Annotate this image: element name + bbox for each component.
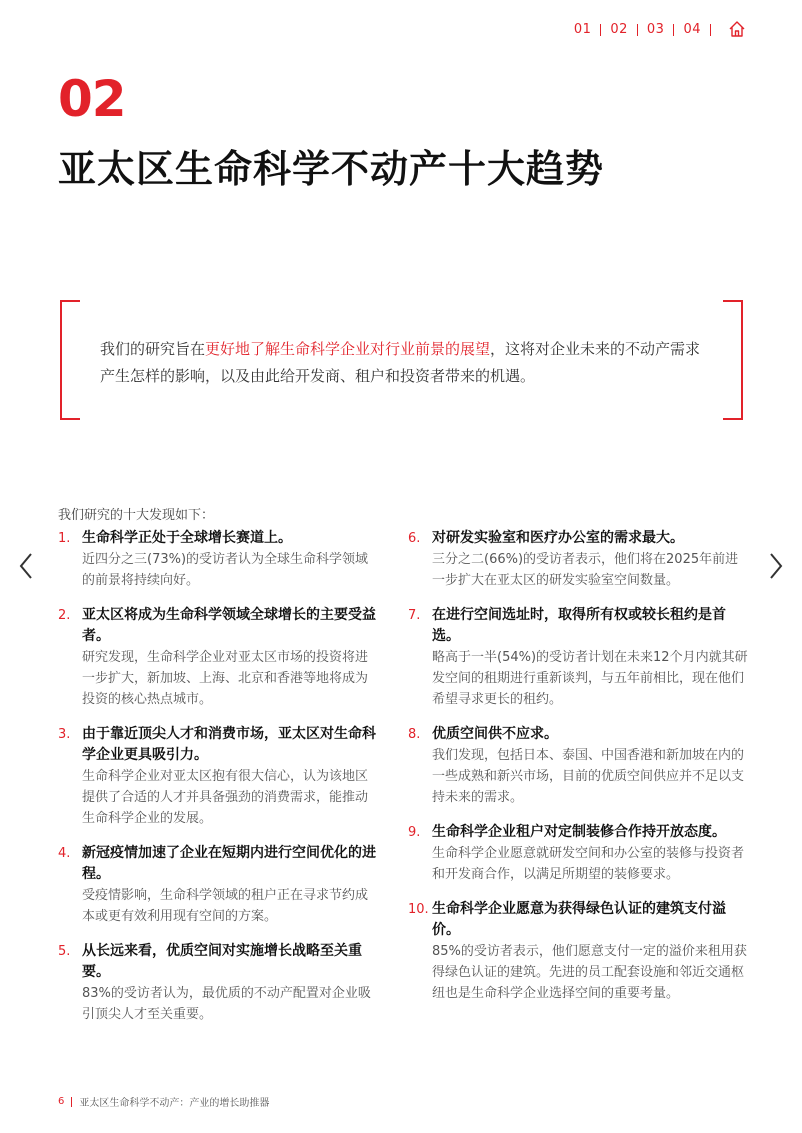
finding-item [408, 822, 748, 885]
quote-before: 我们的研究旨在 [100, 340, 206, 358]
finding-heading: 由于靠近顶尖人才和消费市场，亚太区对生命科学企业更具吸引力。 [82, 726, 376, 763]
intro-quote-box [60, 300, 743, 420]
finding-number: 1. [58, 531, 71, 546]
finding-desc: 近四分之三(73%)的受访者认为全球生命科学领域的前景将持续向好。 [82, 552, 369, 588]
findings-left-column [58, 528, 380, 1039]
finding-desc: 研究发现，生命科学企业对亚太区市场的投资将进一步扩大，新加坡、上海、北京和香港等地将成为投资的核心热点城市。 [82, 650, 369, 707]
finding-item [408, 899, 748, 1004]
finding-desc: 生命科学企业对亚太区抱有很大信心，认为该地区提供了合适的人才并具备强劲的消费需求，能推动生命科学企业的发展。 [82, 769, 369, 826]
chapter-number: 02 [58, 70, 126, 128]
nav-chapter-04[interactable]: 04 [683, 22, 701, 37]
finding-body [82, 605, 380, 710]
finding-number: 10. [408, 902, 429, 917]
finding-item [58, 724, 380, 829]
intro-quote [100, 336, 710, 390]
finding-number: 5. [58, 944, 71, 959]
finding-body [82, 843, 380, 927]
page-footer [58, 1094, 269, 1109]
finding-number: 4. [58, 846, 71, 861]
nav-chapter-02[interactable]: 02 [610, 22, 628, 37]
finding-heading: 在进行空间选址时，取得所有权或较长租约是首选。 [432, 607, 726, 644]
finding-heading: 新冠疫情加速了企业在短期内进行空间优化的进程。 [82, 845, 376, 882]
nav-chapter-03[interactable]: 03 [646, 22, 665, 37]
finding-number: 2. [58, 608, 71, 623]
finding-item [58, 605, 380, 710]
finding-body [432, 605, 748, 710]
finding-item [408, 605, 748, 710]
finding-desc: 83%的受访者认为，最优质的不动产配置对企业吸引顶尖人才至关重要。 [82, 986, 371, 1022]
finding-body [432, 899, 748, 1004]
finding-number: 9. [408, 825, 421, 840]
finding-heading: 从长远来看，优质空间对实施增长战略至关重要。 [82, 943, 362, 980]
finding-heading: 生命科学正处于全球增长赛道上。 [82, 530, 292, 546]
finding-body [82, 528, 380, 591]
finding-number: 7. [408, 608, 421, 623]
finding-heading: 亚太区将成为生命科学领域全球增长的主要受益者。 [82, 607, 376, 644]
previous-page-arrow-icon[interactable] [18, 552, 34, 580]
page-title: 亚太区生命科学不动产十大趋势 [58, 147, 605, 191]
finding-body [432, 724, 748, 808]
nav-chapter-01[interactable]: 01 [573, 22, 592, 37]
finding-desc: 三分之二(66%)的受访者表示，他们将在2025年前进一步扩大在亚太区的研发实验室空间数量。 [432, 552, 739, 588]
findings-right-column [408, 528, 748, 1018]
home-icon[interactable] [728, 20, 746, 38]
left-bracket [60, 300, 80, 420]
finding-desc: 略高于一半(54%)的受访者计划在未来12个月内就其研发空间的租期进行重新谈判，与五年前相比，现在他们希望寻求更长的租约。 [432, 650, 748, 707]
finding-item [408, 724, 748, 808]
finding-desc: 我们发现，包括日本、泰国、中国香港和新加坡在内的一些成熟和新兴市场，目前的优质空间供应并不足以支持未来的需求。 [432, 748, 745, 805]
finding-body [432, 822, 748, 885]
chapter-nav [572, 22, 718, 37]
next-page-arrow-icon[interactable] [768, 552, 784, 580]
finding-item [58, 528, 380, 591]
finding-item [58, 843, 380, 927]
footer-text: 亚太区生命科学不动产：产业的增长助推器 [79, 1098, 270, 1109]
page-number: 6 [58, 1096, 65, 1107]
finding-number: 6. [408, 531, 421, 546]
right-bracket [723, 300, 743, 420]
finding-desc: 85%的受访者表示，他们愿意支付一定的溢价来租用获得绿色认证的建筑。先进的员工配套设施和邻近交通枢纽也是生命科学企业选择空间的重要考量。 [432, 944, 747, 1001]
findings-intro: 我们研究的十大发现如下： [58, 508, 215, 523]
finding-desc: 受疫情影响，生命科学领域的租户正在寻求节约成本或更有效利用现有空间的方案。 [82, 888, 369, 924]
nav-divider [710, 24, 711, 36]
finding-number: 3. [58, 727, 71, 742]
finding-body [432, 528, 748, 591]
finding-heading: 生命科学企业租户对定制装修合作持开放态度。 [432, 824, 726, 840]
finding-item [408, 528, 748, 591]
finding-desc: 生命科学企业愿意就研发空间和办公室的装修与投资者和开发商合作，以满足所期望的装修要求。 [432, 846, 745, 882]
quote-highlight: 更好地了解生命科学企业对行业前景的展望 [205, 340, 491, 358]
finding-heading: 优质空间供不应求。 [432, 726, 558, 742]
nav-divider [673, 24, 674, 36]
finding-body [82, 941, 380, 1025]
finding-item [58, 941, 380, 1025]
finding-number: 8. [408, 727, 421, 742]
nav-divider [600, 24, 601, 36]
finding-body [82, 724, 380, 829]
footer-divider [71, 1097, 72, 1107]
quote-after: ，这将对企业未来的不动产需求产生怎样的影响，以及由此给开发商、租户和投资者带来的机遇。 [100, 340, 701, 385]
nav-divider [637, 24, 638, 36]
finding-heading: 对研发实验室和医疗办公室的需求最大。 [432, 530, 684, 546]
finding-heading: 生命科学企业愿意为获得绿色认证的建筑支付溢价。 [432, 901, 726, 938]
